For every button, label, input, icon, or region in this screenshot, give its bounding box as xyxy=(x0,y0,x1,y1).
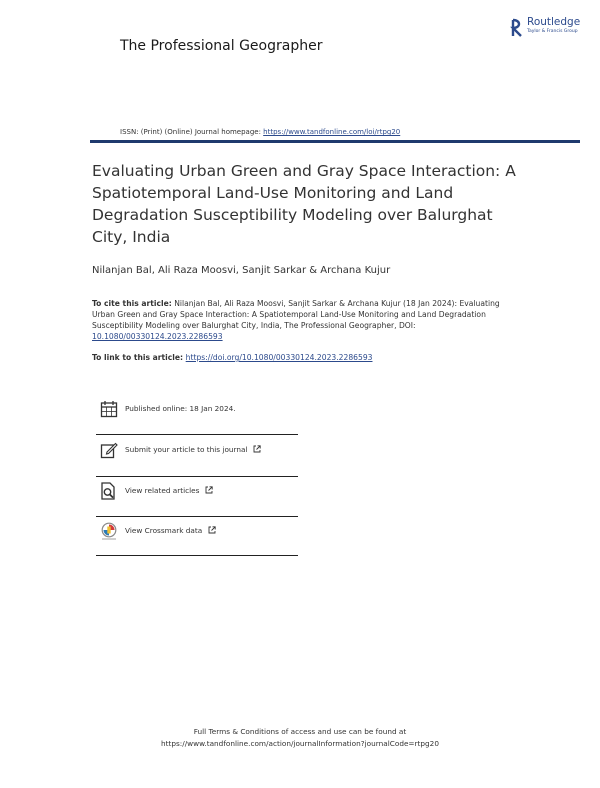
row-divider xyxy=(96,434,298,435)
crossmark-label: View Crossmark data xyxy=(125,526,203,535)
logo-tagline: Taylor & Francis Group xyxy=(527,29,578,34)
article-authors: Nilanjan Bal, Ali Raza Moosvi, Sanjit Sarkar & Archana Kujur xyxy=(92,265,391,276)
footer-terms-text: Full Terms & Conditions of access and use can be found at xyxy=(193,727,407,736)
row-divider xyxy=(96,476,298,477)
citation-doi-link[interactable]: 10.1080/00330124.2023.2286593 xyxy=(92,332,223,341)
article-link-line xyxy=(92,353,372,362)
published-row xyxy=(96,400,298,420)
related-articles-row[interactable] xyxy=(96,482,298,502)
publisher-logo xyxy=(510,16,600,40)
journal-title: The Professional Geographer xyxy=(120,38,323,54)
crossmark-link[interactable] xyxy=(125,526,216,535)
row-divider xyxy=(96,555,298,556)
document-search-icon xyxy=(100,482,118,500)
footer-terms-link[interactable]: https://www.tandfonline.com/action/journalInformation?journalCode=rtpg20 xyxy=(161,739,439,748)
citation-block xyxy=(92,298,512,342)
footer xyxy=(0,726,600,750)
published-date: Published online: 18 Jan 2024. xyxy=(125,404,236,413)
calendar-icon xyxy=(100,400,118,418)
external-link-icon xyxy=(205,486,213,494)
routledge-logo-icon xyxy=(510,18,524,38)
article-title: Evaluating Urban Green and Gray Space Interaction: A Spatiotemporal Land-Use Monitoring and Land Degradation Susceptibility Modeling over Balurghat City, India xyxy=(92,162,516,246)
edit-icon xyxy=(100,441,118,459)
external-link-icon xyxy=(208,526,216,534)
article-link-label: To link to this article: xyxy=(92,353,186,362)
article-doi-link[interactable]: https://doi.org/10.1080/00330124.2023.2286593 xyxy=(185,353,373,362)
logo-name: Routledge xyxy=(527,16,581,28)
crossmark-row[interactable] xyxy=(96,522,298,542)
related-articles-link[interactable] xyxy=(125,486,213,495)
header-rule xyxy=(90,140,580,143)
journal-homepage-link[interactable]: https://www.tandfonline.com/loi/rtpg20 xyxy=(263,128,401,136)
row-divider xyxy=(96,516,298,517)
submit-article-label: Submit your article to this journal xyxy=(125,445,248,454)
issn-prefix: ISSN: (Print) (Online) Journal homepage: xyxy=(120,128,264,136)
submit-article-link[interactable] xyxy=(125,445,261,454)
crossmark-icon xyxy=(100,522,118,540)
issn-line xyxy=(120,128,400,136)
external-link-icon xyxy=(253,445,261,453)
submit-article-row[interactable] xyxy=(96,441,298,461)
related-articles-label: View related articles xyxy=(125,486,200,495)
citation-label: To cite this article: xyxy=(92,299,172,308)
citation-text: Nilanjan Bal, Ali Raza Moosvi, Sanjit Sarkar & Archana Kujur (18 Jan 2024): Evaluating Urban Green and Gray Space Interaction: A Spatiotemporal Land-Use Monitoring and Land Degradation Susceptibility Modeling over Balurghat City, India, The Professional Geographer, DOI: xyxy=(92,299,500,330)
